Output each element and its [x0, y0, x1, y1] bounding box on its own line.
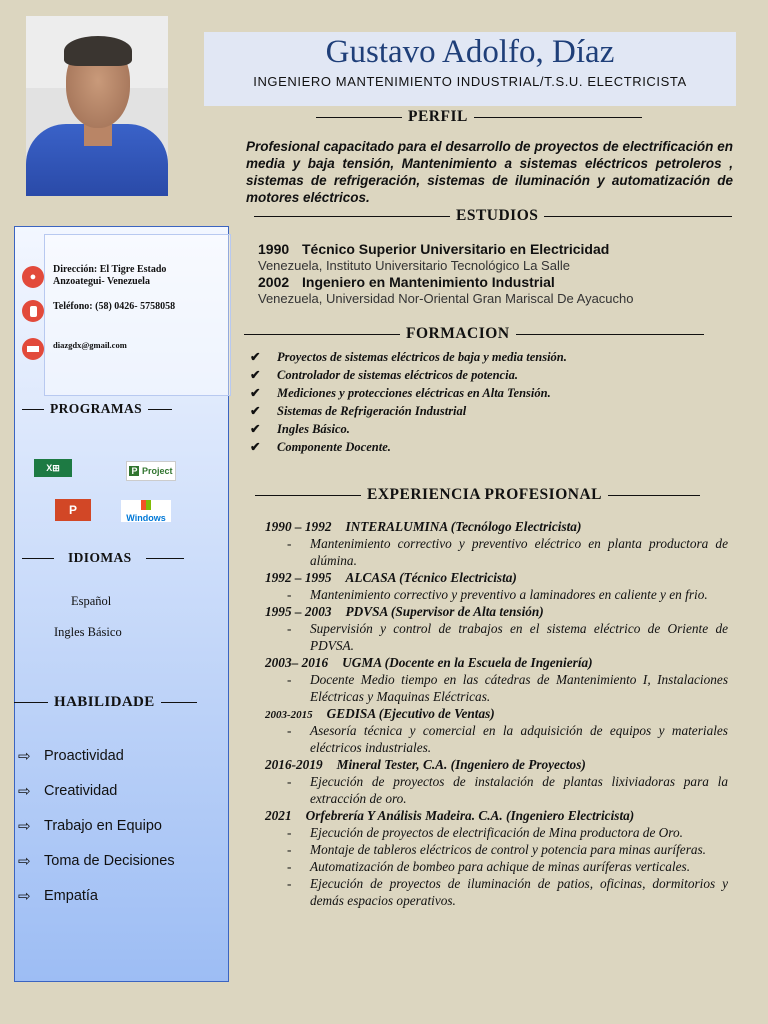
job-bullet: - Mantenimiento correctivo y preventivo eléctrico en planta productora de alúmina.: [265, 535, 728, 569]
job-bullet: - Ejecución de proyectos de electrificación de Mina productora de Oro.: [265, 824, 728, 841]
job-title: 2021 Orfebrería Y Análisis Madeira. C.A. (Ingeniero Electricista): [265, 808, 635, 823]
skill-item: ⇨ Creatividad: [18, 783, 118, 800]
skill-item: ⇨ Toma de Decisiones: [18, 853, 175, 870]
job-bullet: - Docente Medio tiempo en las cátedras de Mantenimiento I, Instalaciones Eléctricas y Maquinas Eléctricas.: [265, 671, 728, 705]
perfil-heading: PERFIL: [316, 108, 642, 126]
check-icon: ✔: [250, 440, 261, 454]
skill-item: ⇨ Trabajo en Equipo: [18, 818, 162, 835]
language-item: Ingles Básico: [54, 625, 122, 639]
contact-phone: Teléfono: (58) 0426- 5758058: [53, 301, 176, 312]
check-icon: ✔: [250, 386, 261, 400]
job-bullet: - Ejecución de proyectos de iluminación de patios, oficinas, dormitorios y demás espacios operativos.: [265, 875, 728, 909]
arrow-right-icon: ⇨: [18, 853, 31, 870]
job-bullet: - Asesoría técnica y comercial en la adquisición de equipos y materiales eléctricos industriales.: [265, 722, 728, 756]
list-item: ✔ Proyectos de sistemas eléctricos de baja y media tensión.: [250, 350, 567, 364]
job-title: 2003– 2016 UGMA (Docente en la Escuela de Ingeniería): [265, 655, 593, 670]
skill-item: ⇨ Empatía: [18, 888, 98, 905]
formacion-heading: FORMACION: [244, 325, 704, 343]
phone-icon: [22, 300, 44, 322]
job-title: 2003-2015 GEDISA (Ejecutivo de Ventas): [265, 706, 495, 721]
check-icon: ✔: [250, 422, 261, 436]
estudios-heading: ESTUDIOS: [254, 207, 732, 225]
job-bullet: - Automatización de bombeo para achique de minas auríferas verticales.: [265, 858, 728, 875]
list-item: ✔ Mediciones y protecciones eléctricas en Alta Tensión.: [250, 386, 551, 400]
list-item: ✔ Sistemas de Refrigeración Industrial: [250, 404, 467, 418]
arrow-right-icon: ⇨: [18, 818, 31, 835]
check-icon: ✔: [250, 350, 261, 364]
header: [204, 32, 736, 106]
email-icon: [22, 338, 44, 360]
list-item: ✔ Controlador de sistemas eléctricos de potencia.: [250, 368, 518, 382]
language-item: Español: [71, 594, 112, 608]
habilidades-heading: HABILIDADE: [14, 694, 197, 711]
experiencia-heading: EXPERIENCIA PROFESIONAL: [255, 486, 700, 504]
job-bullet: - Ejecución de proyectos de instalación de plantas lixiviadoras para la extracción de oro.: [265, 773, 728, 807]
job-bullet: - Montaje de tableros eléctricos de control y potencia para minas auríferas.: [265, 841, 728, 858]
contact-address: Dirección: El Tigre Estado Anzoategui- Venezuela: [53, 264, 167, 287]
programas-heading: PROGRAMAS: [22, 401, 172, 417]
contact-box: [44, 234, 231, 396]
job-bullet: - Supervisión y control de trabajos en el sistema eléctrico de Oriente de PDVSA.: [265, 620, 728, 654]
windows-icon: Windows: [121, 500, 171, 522]
skill-item: ⇨ Proactividad: [18, 748, 124, 765]
estudio-item: 1990 Técnico Superior Universitario en Electricidad Venezuela, Instituto Universitario Tecnológico La Salle: [258, 241, 610, 273]
job-subtitle: INGENIERO MANTENIMIENTO INDUSTRIAL/T.S.U. ELECTRICISTA: [253, 74, 687, 89]
idiomas-heading: IDIOMAS: [22, 550, 184, 566]
check-icon: ✔: [250, 368, 261, 382]
powerpoint-icon: P: [55, 499, 91, 521]
job-title: 1990 – 1992 INTERALUMINA (Tecnólogo Electricista): [265, 519, 582, 534]
formacion-list: [250, 348, 730, 456]
arrow-right-icon: ⇨: [18, 748, 31, 765]
experiencia-list: [265, 518, 728, 909]
arrow-right-icon: ⇨: [18, 888, 31, 905]
job-bullet: - Mantenimiento correctivo y preventivo a laminadores en caliente y en frio.: [265, 586, 728, 603]
job-title: 1992 – 1995 ALCASA (Técnico Electricista): [265, 570, 517, 585]
arrow-right-icon: ⇨: [18, 783, 31, 800]
job-title: 1995 – 2003 PDVSA (Supervisor de Alta tensión): [265, 604, 544, 619]
check-icon: ✔: [250, 404, 261, 418]
project-icon: P Project: [126, 461, 176, 481]
job-title: 2016-2019 Mineral Tester, C.A. (Ingeniero de Proyectos): [265, 757, 586, 772]
person-name: Gustavo Adolfo, Díaz: [325, 34, 615, 70]
estudio-item: 2002 Ingeniero en Mantenimiento Industrial Venezuela, Universidad Nor-Oriental Gran Mariscal De Ayacucho: [258, 274, 634, 306]
contact-email[interactable]: diazgdx@gmail.com: [53, 340, 127, 350]
excel-icon: X⊞: [34, 459, 72, 477]
list-item: ✔ Ingles Básico.: [250, 422, 350, 436]
perfil-text: Profesional capacitado para el desarrollo de proyectos de electrificación en media y baja tensión, Mantenimiento a sistemas eléctricos petroleros , sistemas de refrigeración, sistemas de iluminación y automatización de motores eléctricos.: [246, 139, 733, 205]
location-icon: ●: [22, 266, 44, 288]
list-item: ✔ Componente Docente.: [250, 440, 391, 454]
profile-photo: [26, 16, 168, 196]
